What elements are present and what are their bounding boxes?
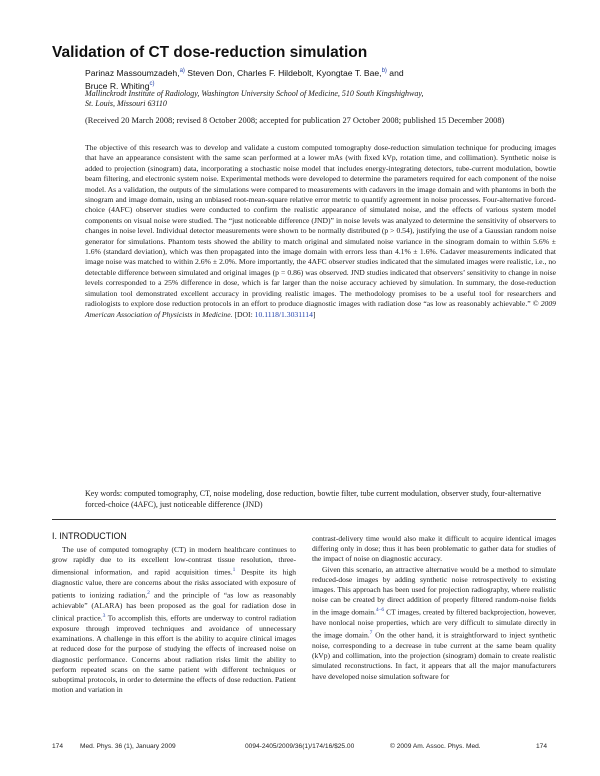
abstract-body: The objective of this research was to develop and validate a custom computed tomography dose-reduction simulation technique for producing images that have an appearance consistent with the same scan performed at a lower mAs (with fixed kVp, rotation time, and collimation). Synthetic noise is added to projection (sinogram) data, incorporating a stochastic noise model that includes energy-integrating detectors, tube-current modulation, bowtie beam filtering, and electronic system noise. Experimental methods were developed to determine the parameters required for each component of the noise model. As a validation, the outputs of the simulations were compared to measurements with cadavers in the image domain and with phantoms in both the sinogram and image domain, using an unbiased root-mean-square relative error metric to quantify agreement in noise processes. Four-alternative forced-choice (4AFC) observer studies were conducted to confirm the realistic appearance of simulated noise, and the effects of various system model components on visual noise were studied. The “just noticeable difference (JND)” in noise levels was analyzed to determine the sensitivity of observers to changes in noise level. Individual detector measurements were shown to be normally distributed (p > 0.54), justifying the use of a Gaussian random noise generator for simulations. Phantom tests showed the ability to match original and simulated noise variance in the sinogram domain to within 5.6% ± 1.6% (standard deviation), which was then propagated into the image domain with errors less than 4.1% ± 1.6%. Cadaver measurements indicated that image noise was matched to within 2.6% ± 2.0%. More importantly, the 4AFC observer studies indicated that the simulated images were realistic, i.e., no detectable difference between simulated and original images (p = 0.86) was observed. JND studies indicated that observers’ sensitivity to change in noise levels corresponded to a 25% difference in dose, which is far larger than the noise accuracy achieved by simulation. In summary, the dose-reduction simulation tool demonstrated excellent accuracy in providing realistic images. The methodology promises to be a useful tool for researchers and radiologists to explore dose reduction protocols in an effort to produce diagnostic images with radiation dose “as low as reasonably achievable.” [85,143,556,309]
affiliation-line: Mallinckrodt Institute of Radiology, Washington University School of Medicine, 510 South Kingshighway, [85,89,424,98]
reference-marker[interactable]: 1 [232,567,236,574]
article-code: 0094-2405/2009/36(1)/174/16/$25.00 [245,743,355,750]
body-text: Despite its high diagnostic value, there are concerns about the risks associated with exposure of patients to ionizing radiation, [52,567,296,600]
author-name: Parinaz Massoumzadeh, [85,67,180,78]
author-conjunction: and [386,67,404,78]
body-text: On the other hand, it is straightforward to inject synthetic noise, corresponding to a decrease in tube current at the same beam quality (kVp) and collimation, into the projection (sinogram) domain to create realistic simulated reconstructions. In fact, it appears that all the major manufacturers have developed noise simulation software for [312,630,556,681]
body-text: and the principle of “as low as reasonably achievable” (ALARA) has been proposed as the goal for radiation dose in clinical practice. [52,590,296,623]
body-text: To accomplish this, efforts are underway to control radiation exposure through improved techniques and avoidance of unnecessary examinations. A challenge in this effort is the ability to acquire clinical images at reduced dose for the purpose of studying the effects of increased noise on diagnostic performance. Concerns about radiation risks limit the ability to perform repeated scans on the same patient with different techniques or suboptimal protocols, in order to determine the effects of dose reduction. Patient motion and variation in [52,613,296,695]
reference-marker[interactable]: 7 [369,630,373,637]
body-text: The use of computed tomography (CT) in modern healthcare continues to grow rapidly due to its excellent low-contrast tissue resolution, three-dimensional information, and rapid acquisition times. [52,545,296,577]
journal-citation: Med. Phys. 36 (1), January 2009 [80,743,176,750]
reference-marker[interactable]: 3 [102,613,106,620]
reference-marker[interactable]: 4–6 [375,607,385,614]
page-number: 174 [52,743,64,750]
footnote-marker[interactable]: b) [381,68,387,74]
doi-suffix: ] [312,309,316,319]
intro-left-column [52,545,296,695]
footer-copyright: © 2009 Am. Assoc. Phys. Med. [390,743,481,750]
received-dates: (Received 20 March 2008; revised 8 October 2008; accepted for publication 27 October 2008; published 15 December 2008) [85,116,505,125]
doi-link[interactable]: 10.1118/1.3031114 [254,309,313,319]
keywords: Key words: computed tomography, CT, noise modeling, dose reduction, bowtie filter, tube current modulation, observer study, four-alternative forced-choice (4AFC), just noticeable difference (JND) [85,489,542,509]
body-text: CT images, created by filtered backprojection, however, have nonlocal noise properties, which are very difficult to simulate directly in the image domain. [312,607,556,640]
body-text: Given this scenario, an attractive alternative would be a method to simulate reduced-dose images by adding synthetic noise retrospectively to existing images. This approach has been used for projection radiography, where realistic noise can be created by direct addition of properly filtered random-noise fields in the image domain. [312,564,556,617]
section-divider [52,519,556,520]
intro-right-column [312,534,556,682]
reference-marker[interactable]: 2 [147,590,150,597]
author-name: Bruce R. Whiting [85,80,150,91]
paragraph [312,565,556,682]
section-heading: I. INTRODUCTION [52,531,127,541]
footnote-marker[interactable]: c) [149,80,155,87]
author-name: Steven Don, Charles F. Hildebolt, Kyongtae T. Bae, [184,67,382,78]
paper-title: Validation of CT dose-reduction simulation [52,44,368,61]
page-number: 174 [536,743,548,750]
doi-prefix: [DOI: [232,309,255,319]
footnote-marker[interactable]: a) [179,68,185,74]
affiliation-line: St. Louis, Missouri 63110 [85,99,167,108]
paragraph: contrast-delivery time would also make it difficult to acquire identical images differing only in dose; thus it has been problematic to gather data for studies of the impact of noise on diagnostic accuracy. [312,534,556,564]
affiliation [85,89,555,109]
abstract-copyright: © 2009 American Association of Physicists in Medicine. [85,299,556,319]
author-list [85,66,555,92]
abstract [85,143,556,320]
